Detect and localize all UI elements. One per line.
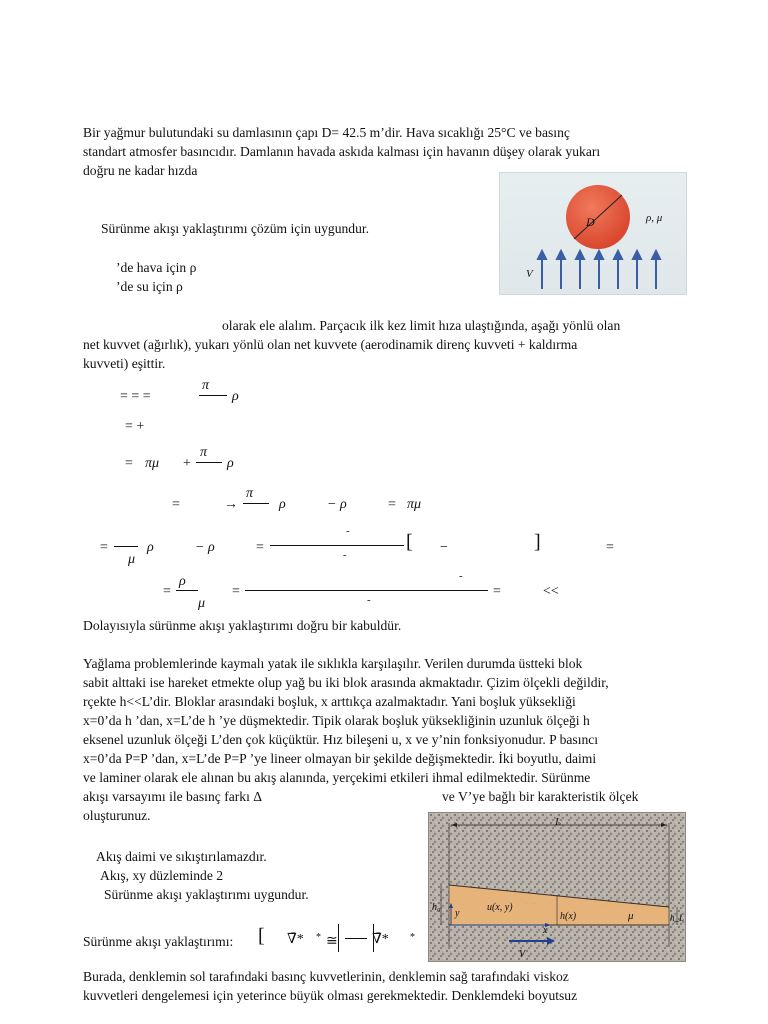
eq5-mu: μ	[128, 552, 136, 567]
assumption-creeping: Sürünme akışı yaklaştırımı çözüm için uygundur.	[101, 221, 370, 236]
eq6-dash-top: -	[459, 570, 463, 582]
para3-line3: rçekte h<<L’dir. Bloklar arasındaki boşluk, x arttıkça azalmaktadır. Yani boşluk yüksekliği	[83, 694, 576, 709]
creeping-nabla1: ∇̄*	[287, 932, 304, 947]
label-velocity-field: u(x, y)	[487, 902, 513, 913]
label-diameter: D	[586, 215, 595, 229]
para2-line1: olarak ele alalım. Parçacık ilk kez limit hıza ulaştığında, aşağı yönlü olan	[222, 318, 621, 333]
para1-line1: Bir yağmur bulutundaki su damlasının çapı D= 42.5 m’dir. Hava sıcaklığı 25°C ve basınç	[83, 125, 570, 140]
eq5-rho1: ρ	[147, 540, 154, 555]
para3-line5: eksenel uzunluk ölçeği L’den çok küçüktür. Hız bileşeni u, x ve y’nin fonksiyonudur. P basıncı	[83, 732, 599, 747]
label-viscosity: μ	[628, 910, 634, 922]
eq4-minus-rho: − ρ	[327, 497, 347, 512]
label-y: y	[455, 908, 460, 919]
para3-line9: oluşturunuz.	[83, 808, 151, 823]
eq5-inner-minus: −	[440, 540, 448, 555]
assumption-steady: Akış daimi ve sıkıştırılamazdır.	[96, 849, 267, 864]
label-h0: h₀	[432, 902, 441, 913]
creeping-label: Sürünme akışı yaklaştırımı:	[83, 934, 234, 949]
para3-line6: x=0’da P=P ’dan, x=L’de P=P ’ye lineer olmayan bir şekilde değişmektedir. İki boyutlu, daimi	[83, 751, 597, 766]
eq5-dash-bot: -	[343, 549, 347, 561]
eq6-rho: ρ	[179, 574, 186, 589]
eq4-fraction-bar	[243, 503, 269, 504]
eq6-equals: =	[163, 584, 171, 599]
eq5-dash-top: -	[346, 525, 350, 537]
creeping-star2: *	[410, 932, 415, 943]
eq6-mu: μ	[198, 596, 206, 611]
para3-line7: ve laminer olarak ele alınan bu akış alanında, yerçekimi etkileri ihmal edilmektedir. Sürünme	[83, 770, 591, 785]
eq3-pi: π	[200, 445, 208, 460]
assumption-2d: Akış, xy düzleminde 2	[100, 868, 224, 883]
para3-line8b: ve V’ye bağlı bir karakteristik ölçek	[442, 789, 639, 804]
eq5-minus-rho: − ρ	[195, 540, 215, 555]
eq1-pi: π	[202, 378, 210, 393]
para4-line1: Burada, denklemin sol tarafındaki basınç kuvvetlerinin, denklemin sağ tarafındaki viskoz	[83, 969, 569, 984]
eq1-equals: = = =	[120, 389, 151, 404]
creeping-nabla2: ∇̄*	[372, 932, 389, 947]
eq4-eq: =	[388, 497, 396, 512]
para3-line8a: akışı varsayımı ile basınç farkı Δ	[83, 789, 262, 804]
eq5-left-bracket: [	[406, 531, 413, 553]
droplet-figure	[499, 172, 687, 295]
para1-line2: standart atmosfer basıncıdır. Damlanın havada askıda kalması için havanın düşey olarak yukarı	[83, 144, 601, 159]
label-fluid-props: ρ, μ	[646, 212, 663, 224]
eq4-pimu: πμ	[407, 497, 422, 512]
eq6-fraction-bar-left	[176, 590, 198, 591]
eq5-eq: =	[256, 540, 264, 555]
para3-line4: x=0’da h ’dan, x=L’de h ’ye düşmektedir. Tipik olarak boşluk yüksekliğinin uzunluk ölçeği h	[83, 713, 590, 728]
creeping-bracket-group	[338, 924, 374, 952]
creeping-star1: *	[316, 932, 321, 943]
eq3-rho: ρ	[227, 456, 234, 471]
para1-line3: doğru ne kadar hızda	[83, 163, 198, 178]
label-velocity: V	[526, 268, 533, 280]
label-plate-velocity: V	[519, 949, 526, 960]
eq6-much-less: <<	[543, 584, 559, 599]
eq3-equals: =	[125, 456, 133, 471]
eq4-equals: =	[172, 497, 180, 512]
creeping-approx: ≅	[326, 934, 338, 949]
label-x: x	[543, 925, 548, 936]
eq1-rho: ρ	[232, 389, 239, 404]
label-length: L	[555, 816, 562, 828]
conclusion: Dolayısıyla sürünme akışı yaklaştırımı doğru bir kabuldür.	[83, 618, 402, 633]
eq5-fraction-bar-left	[114, 546, 138, 547]
para2-line2: net kuvvet (ağırlık), yukarı yönlü olan net kuvvete (aerodinamik direnç kuvveti + kaldırma	[83, 337, 578, 352]
para3-line1: Yağlama problemlerinde kaymalı yatak ile sıklıkla karşılaşılır. Verilen durumda üstteki blok	[83, 656, 583, 671]
eq5-right-bracket: ]	[534, 531, 541, 553]
para2-line3: kuvveti) eşittir.	[83, 356, 166, 371]
eq3-plus: +	[183, 456, 191, 471]
eq6-eq2: =	[493, 584, 501, 599]
label-gap-height: h(x)	[560, 911, 577, 922]
slider-bearing-svg	[429, 813, 685, 961]
eq3-fraction-bar	[196, 462, 222, 463]
para3-line2: sabit alttaki ise hareket etmekte olup yağ bu iki blok arasında akmaktadır. Çizim ölçekli değildir,	[83, 675, 609, 690]
eq3-pimu: πμ	[145, 456, 160, 471]
creeping-fraction-bar	[345, 938, 367, 939]
para4-line2: kuvvetleri dengelemesi için yeterince büyük olması gerekmektedir. Denklemdeki boyutsuz	[83, 988, 578, 1003]
eq2-line: = +	[125, 419, 145, 434]
eq1-fraction-bar	[199, 395, 227, 396]
eq5-equals: =	[100, 540, 108, 555]
label-hL: h_L	[670, 913, 685, 923]
slider-bearing-figure	[428, 812, 686, 962]
prop-water: ’de su için ρ	[116, 279, 183, 294]
eq5-fraction-bar-main	[270, 545, 404, 546]
airflow-arrows	[538, 251, 660, 289]
creeping-left-bracket: [	[258, 925, 265, 947]
eq4-rho1: ρ	[279, 497, 286, 512]
assumption-creeping-2: Sürünme akışı yaklaştırımı uygundur.	[104, 887, 309, 902]
eq6-dash-bot: -	[367, 594, 371, 606]
eq4-pi: π	[246, 486, 254, 501]
eq6-eq: =	[232, 584, 240, 599]
eq5-end-eq: =	[606, 540, 614, 555]
eq4-arrow: →	[224, 497, 238, 512]
prop-air: ’de hava için ρ	[116, 260, 197, 275]
